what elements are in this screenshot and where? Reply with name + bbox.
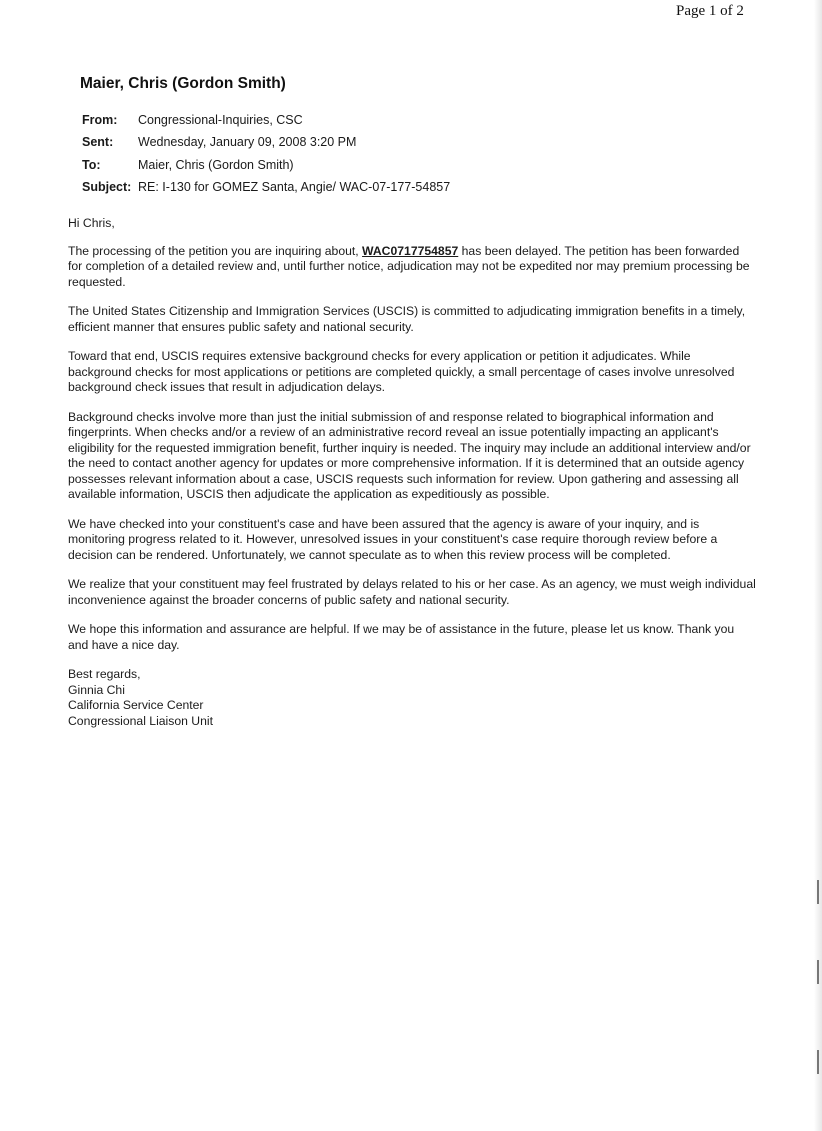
header-label-subject: Subject: (82, 179, 132, 194)
header-value-from: Congressional-Inquiries, CSC (138, 113, 303, 127)
paragraph-closing-remarks: We hope this information and assurance are helpful. If we may be of assistance in the future, please let us know. Thank you and have a nice day. (68, 622, 735, 652)
paragraph-frustration: We realize that your constituent may feel frustrated by delays related to his or her case. As an agency, we must weigh individual inconvenience against the broader concerns of public safety and national security. (68, 577, 756, 607)
header-label-to: To: (82, 157, 101, 172)
page-number: Page 1 of 2 (676, 3, 744, 19)
sender-title: Maier, Chris (Gordon Smith) (80, 75, 286, 92)
header-row-to (82, 158, 450, 180)
signature-office: California Service Center (68, 698, 204, 712)
email-headers (82, 113, 450, 202)
signature-name: Ginnia Chi (68, 682, 125, 697)
header-value-sent: Wednesday, January 09, 2008 3:20 PM (138, 135, 357, 150)
paragraph-delay-notice-start: The processing of the petition you are inquiring about, (68, 243, 363, 258)
scan-edge-mark (817, 960, 819, 984)
header-label-from: From: (82, 113, 118, 127)
signature-block (68, 667, 756, 729)
paragraph-check-details: Background checks involve more than just the initial submission of and response related to biographical information and fingerprints. When checks and/or a review of an administrative record reveal an issue potentially impacting an applicant's eligibility for the requested immigration benefit, further inquiry is needed. The inquiry may include an additional interview and/or the need to contact another agency for updates or more comprehensive information. If it is determined that an outside agency possesses relevant information about a case, USCIS requests such information for review. Upon gathering and assessing all available information, USCIS then adjudicate the application as expeditiously as possible. (68, 409, 751, 501)
paragraph-delay-notice (68, 244, 756, 291)
email-body (68, 216, 756, 729)
header-value-to: Maier, Chris (Gordon Smith) (138, 157, 294, 172)
greeting: Hi Chris, (68, 216, 115, 230)
header-row-from (82, 113, 450, 135)
receipt-number-link[interactable]: WAC0717754857 (362, 243, 459, 258)
paragraph-uscis-commitment: The United States Citizenship and Immigration Services (USCIS) is committed to adjudicating immigration benefits in a timely, efficient manner that ensures public safety and national security. (68, 304, 746, 334)
scan-edge-mark (817, 880, 819, 904)
header-row-subject (82, 180, 450, 202)
paragraph-case-status: We have checked into your constituent's case and have been assured that the agency is aware of your inquiry, and is monitoring progress related to it. However, unresolved issues in your constituent's case require thorough review before a decision can be rendered. Unfortunately, we cannot speculate as to when this review process will be completed. (68, 516, 718, 562)
scan-edge-mark (817, 1050, 819, 1074)
paragraph-background-checks: Toward that end, USCIS requires extensive background checks for every application or petition it adjudicates. While background checks for most applications or petitions are completed quickly, a small percentage of cases involve unresolved background check issues that result in adjudication delays. (68, 349, 735, 394)
header-row-sent (82, 135, 450, 157)
paragraph-delay-notice-end: has been delayed. The petition has been forwarded for completion of a detailed review and, until further notice, adjudication may not be expedited nor may premium processing be requested. (68, 243, 750, 289)
signature-unit: Congressional Liaison Unit (68, 713, 213, 728)
header-value-subject: RE: I-130 for GOMEZ Santa, Angie/ WAC-07-177-54857 (138, 179, 451, 194)
header-label-sent: Sent: (82, 135, 114, 150)
closing-line: Best regards, (68, 667, 141, 681)
